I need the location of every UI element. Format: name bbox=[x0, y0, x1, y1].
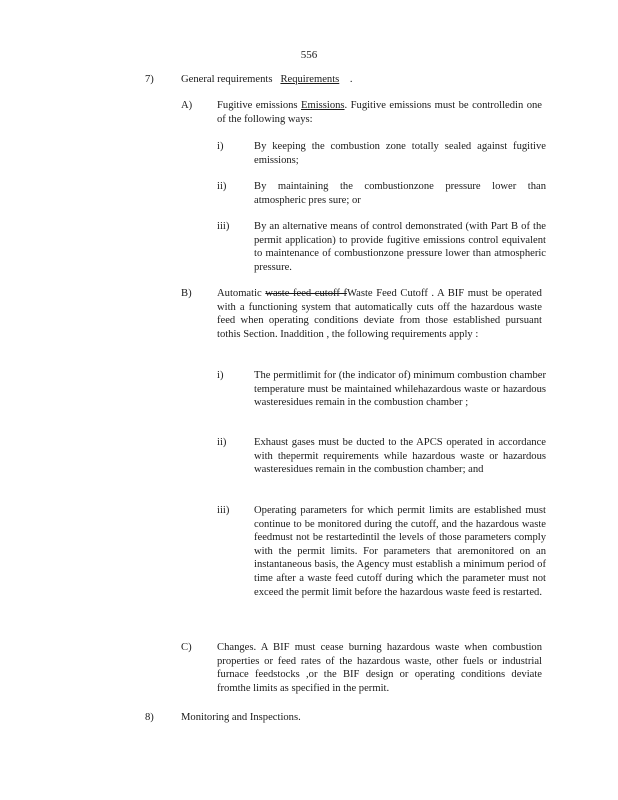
item-A-intro bbox=[217, 99, 542, 126]
item-B-i-label: i) bbox=[217, 370, 224, 381]
item-B-ii-text: Exhaust gases must be ducted to the APCS operated in accordance with thepermit requirements while hazardous waste or hazardous wasteresidues remain in the combustion chamber; and bbox=[254, 437, 546, 476]
item-A-iii-label: iii) bbox=[217, 221, 230, 232]
section-7-heading: General requirements Requirements . bbox=[181, 74, 353, 85]
section-8-number: 8) bbox=[145, 712, 154, 723]
item-B-label: B) bbox=[181, 288, 192, 299]
item-A-intro-inserted: Emissions bbox=[300, 100, 345, 111]
item-B-i-text: The permitlimit for (the indicator of) minimum combustion chamber temperature must be maintained whilehazardous waste or hazardous wasteresidues remain in the combustion chamber ; bbox=[254, 370, 546, 409]
item-B-ii-label: ii) bbox=[217, 437, 227, 448]
item-A-iii-text: By an alternative means of control demonstrated (with Part B of the permit application) to provide fugitive emissions control equivalent to maintenance of combustionzone pressure lower than atmospheric pressure. bbox=[254, 221, 546, 273]
section-8-title: Monitoring and Inspections. bbox=[181, 712, 301, 723]
item-C-text: Changes. A BIF must cease burning hazardous waste when combustion properties or feed rates of the hazardous waste, other fuels or industrial furnace feedstocks ,or the BIF design or operating conditions deviate fromthe limits as specified in the permit. bbox=[217, 642, 542, 694]
item-A-i-label: i) bbox=[217, 141, 224, 152]
item-B-iii-text: Operating parameters for which permit limits are established must continue to be monitored during the cutoff, and the hazardous waste feedmust not be restartedintil the levels of those parameters comply with the permit limits. For parameters that aremonitored on an instantaneous basis, the Agency must establish a minimum period of time after a waste feed cutoff during which the parameter must not exceed the permit limit before the hazardous waste feed is restarted. bbox=[254, 505, 546, 598]
page-number: 556 bbox=[300, 49, 318, 61]
item-A-intro-b: . Fugitive emissions must be controlledin one of the following ways: bbox=[217, 100, 542, 125]
item-B-intro-a: Automatic bbox=[217, 288, 262, 299]
item-A-intro-a: Fugitive emissions bbox=[217, 100, 298, 111]
section-7-title-inserted: Requirements bbox=[280, 74, 340, 85]
item-A-ii-text: By maintaining the combustionzone pressure lower than atmospheric pres sure; or bbox=[254, 181, 546, 206]
item-B-intro-b: Waste Feed Cutoff . A BIF must be operated with a functioning system that automatically cuts off the hazardous waste feed when operating conditions deviate from those established pursuant tothis Section. Inaddition , the following requirements apply : bbox=[217, 288, 542, 340]
item-C-label: C) bbox=[181, 642, 192, 653]
item-B-intro-struck: waste feed cutoff f bbox=[265, 288, 348, 299]
item-A-ii-label: ii) bbox=[217, 181, 227, 192]
item-B-intro bbox=[217, 287, 542, 341]
item-B-iii-label: iii) bbox=[217, 505, 230, 516]
item-A-label: A) bbox=[181, 100, 193, 111]
item-A-i-text: By keeping the combustion zone totally sealed against fugitive emissions; bbox=[254, 141, 546, 166]
section-7-number: 7) bbox=[145, 74, 154, 85]
section-7-title: General requirements bbox=[181, 74, 273, 85]
